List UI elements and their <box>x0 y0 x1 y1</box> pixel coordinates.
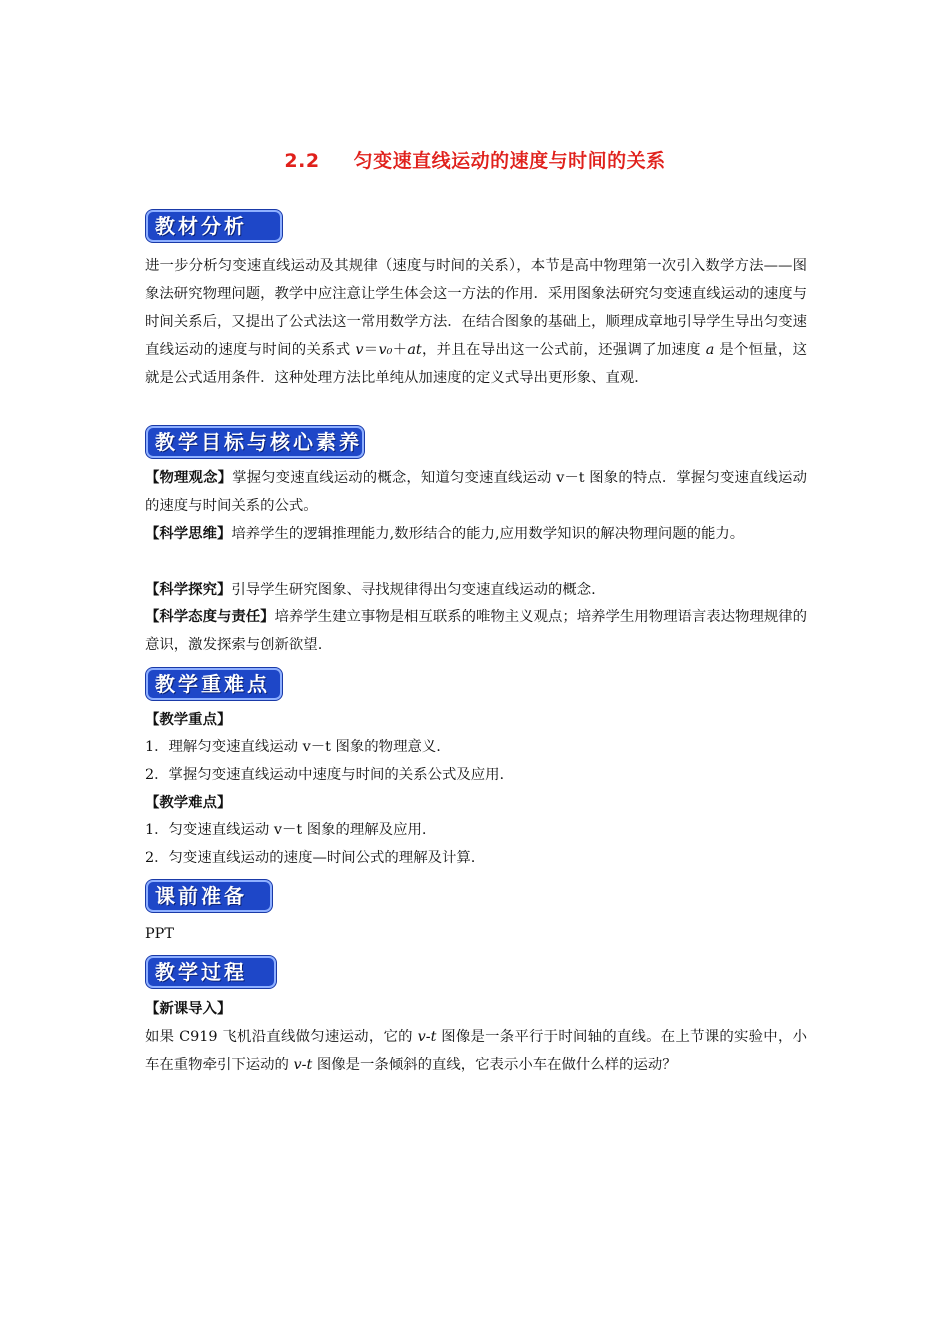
intro-text-2: 图像是一条平行于时间轴的直线。在上节课的实验中，小车在重物牵引下运动的 <box>145 1029 807 1073</box>
analysis-text-3: 是个恒量，这就是公式适用条件．这种处理方法比单纯从加速度的定义式导出更形象、直观． <box>145 342 807 386</box>
intro-label: 【新课导入】 <box>145 1000 232 1017</box>
analysis-text-1: 进一步分析匀变速直线运动及其规律（速度与时间的关系），本节是高中物理第一次引入数学方法——图象法研究物理问题，教学中应注意让学生体会这一方法的作用．采用图象法研究匀变速直线运动的速度与时间关系后，又提出了公式法这一常用数学方法．在结合图象的基础上，顺理成章地引导学生导出匀变速直线运动的速度与时间的关系式 <box>145 258 807 358</box>
goal-item-inquiry <box>145 576 807 604</box>
key-item: 2．掌握匀变速直线运动中速度与时间的关系公式及应用. <box>145 767 505 783</box>
formula-v0: v₀ <box>378 342 393 358</box>
goal-label: 【物理观念】 <box>145 469 233 486</box>
goal-text: 培养学生建立事物是相互联系的唯物主义观点；培养学生用物理语言表达物理规律的意识，激发探索与创新欲望. <box>145 609 807 653</box>
title-text: 匀变速直线运动的速度与时间的关系 <box>353 150 666 172</box>
intro-text-1: 如果 C919 飞机沿直线做匀速运动，它的 <box>145 1029 413 1045</box>
key-item: 1．理解匀变速直线运动 v－t 图象的物理意义. <box>145 739 441 755</box>
title-number: 2.2 <box>284 150 320 172</box>
goal-label: 【科学思维】 <box>145 525 232 542</box>
symbol-a: a <box>705 342 715 358</box>
difficult-label: 【教学难点】 <box>145 794 232 811</box>
goal-text: 掌握匀变速直线运动的概念，知道匀变速直线运动 v－t 图象的特点．掌握匀变速直线运动的速度与时间关系的公式。 <box>145 470 807 514</box>
difficult-item: 1．匀变速直线运动 v－t 图象的理解及应用. <box>145 822 427 838</box>
analysis-text-2: ，并且在导出这一公式前，还强调了加速度 <box>421 342 701 358</box>
analysis-paragraph <box>145 252 807 392</box>
vt-symbol: v-t <box>417 1029 437 1045</box>
page-title <box>0 146 950 173</box>
goal-item-concept <box>145 464 807 520</box>
formula-eq: ＝ <box>363 342 379 358</box>
section-tag-process: 教学过程 <box>146 956 276 988</box>
prep-text: PPT <box>145 926 174 942</box>
goal-label: 【科学探究】 <box>145 581 232 598</box>
section-tag-preparation: 课前准备 <box>146 880 272 912</box>
formula-v: v <box>355 342 364 358</box>
formula-at: at <box>407 342 422 358</box>
intro-text-3: 图像是一条倾斜的直线，它表示小车在做什么样的运动？ <box>316 1057 677 1073</box>
formula-plus: ＋ <box>392 342 408 358</box>
intro-paragraph <box>145 1023 807 1079</box>
key-label: 【教学重点】 <box>145 711 232 728</box>
goal-label: 【科学态度与责任】 <box>145 608 275 625</box>
section-tag-goals: 教学目标与核心素养 <box>146 426 364 458</box>
section-tag-analysis: 教材分析 <box>146 210 282 242</box>
section-tag-key-points: 教学重难点 <box>146 668 282 700</box>
goal-text: 培养学生的逻辑推理能力,数形结合的能力,应用数学知识的解决物理问题的能力。 <box>231 526 745 542</box>
goal-text: 引导学生研究图象、寻找规律得出匀变速直线运动的概念. <box>231 582 596 598</box>
goal-item-attitude <box>145 603 807 659</box>
vt-symbol: v-t <box>293 1057 313 1073</box>
difficult-item: 2．匀变速直线运动的速度—时间公式的理解及计算. <box>145 850 476 866</box>
goal-item-thinking <box>145 520 807 548</box>
